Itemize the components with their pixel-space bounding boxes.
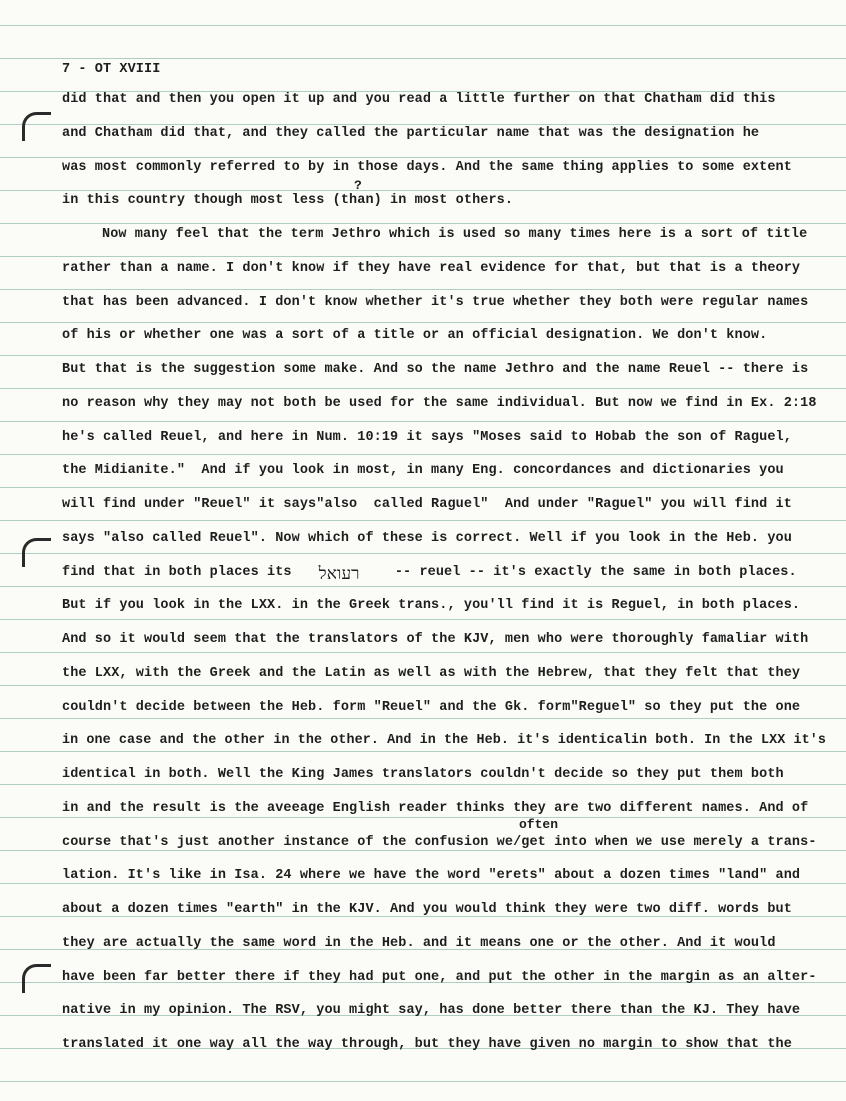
text-line: about a dozen times "earth" in the KJV. And you would think they were two diff. words but	[62, 902, 792, 917]
binder-hole-bottom	[22, 964, 51, 993]
text-line: course that's just another instance of the confusion we/get into when we use merely a trans-	[62, 834, 817, 850]
text-line: was most commonly referred to by in those days. And the same thing applies to some extent	[62, 159, 792, 175]
binder-hole-top	[22, 112, 51, 141]
text-line: did that and then you open it up and you read a little further on that Chatham did this	[62, 92, 776, 107]
handwritten-hebrew-word: רעואל	[318, 563, 360, 584]
text-line: they are actually the same word in the Heb. and it means one or the other. And it would	[62, 935, 776, 951]
text-line: and Chatham did that, and they called the particular name that was the designation he	[62, 125, 760, 141]
text-line: rather than a name. I don't know if they have real evidence for that, but that is a theory	[62, 260, 801, 276]
text-line: And so it would seem that the translators of the KJV, men who were thoroughly famaliar with	[62, 632, 809, 647]
text-line: translated it one way all the way through, but they have given no margin to show that the	[62, 1037, 792, 1052]
text-line: in and the result is the aveeage English reader thinks they are two different names. And of	[62, 800, 809, 816]
text-line: will find under "Reuel" it says"also called Raguel" And under "Raguel" you will find it	[62, 497, 792, 512]
question-mark-annotation: ?	[354, 178, 362, 193]
often-annotation: often	[519, 817, 559, 832]
text-line: Now many feel that the term Jethro which is used so many times here is a sort of title	[102, 227, 808, 242]
text-line	[62, 565, 797, 584]
text-line: he's called Reuel, and here in Num. 10:19 it says "Moses said to Hobab the son of Raguel,	[62, 429, 792, 445]
text-line-end: -- reuel -- it's exactly the same in both places.	[386, 564, 797, 580]
text-line: says "also called Reuel". Now which of these is correct. Well if you look in the Heb. you	[62, 530, 792, 546]
text-line: But that is the suggestion some make. And so the name Jethro and the name Reuel -- there is	[62, 362, 809, 377]
text-line-start: find that in both places its	[62, 564, 292, 580]
text-line: the Midianite." And if you look in most, in many Eng. concordances and dictionaries you	[62, 463, 784, 479]
text-line: native in my opinion. The RSV, you might say, has done better there than the KJ. They have	[62, 1003, 801, 1019]
binder-hole-middle	[22, 538, 51, 567]
text-line: couldn't decide between the Heb. form "Reuel" and the Gk. form"Reguel" so they put the one	[62, 699, 801, 715]
text-line: have been far better there if they had put one, and put the other in the margin as an alter-	[62, 969, 817, 985]
text-line: But if you look in the LXX. in the Greek trans., you'll find it is Reguel, in both places.	[62, 598, 801, 614]
page-header: 7 - OT XVIII	[62, 62, 161, 77]
text-line: identical in both. Well the King James translators couldn't decide so they put them both	[62, 767, 784, 782]
text-line: in one case and the other in the other. And in the Heb. it's identicalin both. In the LXX it's	[62, 733, 826, 749]
text-line: lation. It's like in Isa. 24 where we have the word "erets" about a dozen times "land" and	[62, 868, 801, 884]
text-line: no reason why they may not both be used for the same individual. But now we find in Ex. 2:18	[62, 395, 817, 411]
text-line: that has been advanced. I don't know whether it's true whether they both were regular names	[62, 294, 809, 310]
text-line: of his or whether one was a sort of a title or an official designation. We don't know.	[62, 328, 768, 344]
text-line: in this country though most less (than) in most others.	[62, 193, 514, 209]
text-line: the LXX, with the Greek and the Latin as well as with the Hebrew, that they felt that they	[62, 665, 801, 681]
